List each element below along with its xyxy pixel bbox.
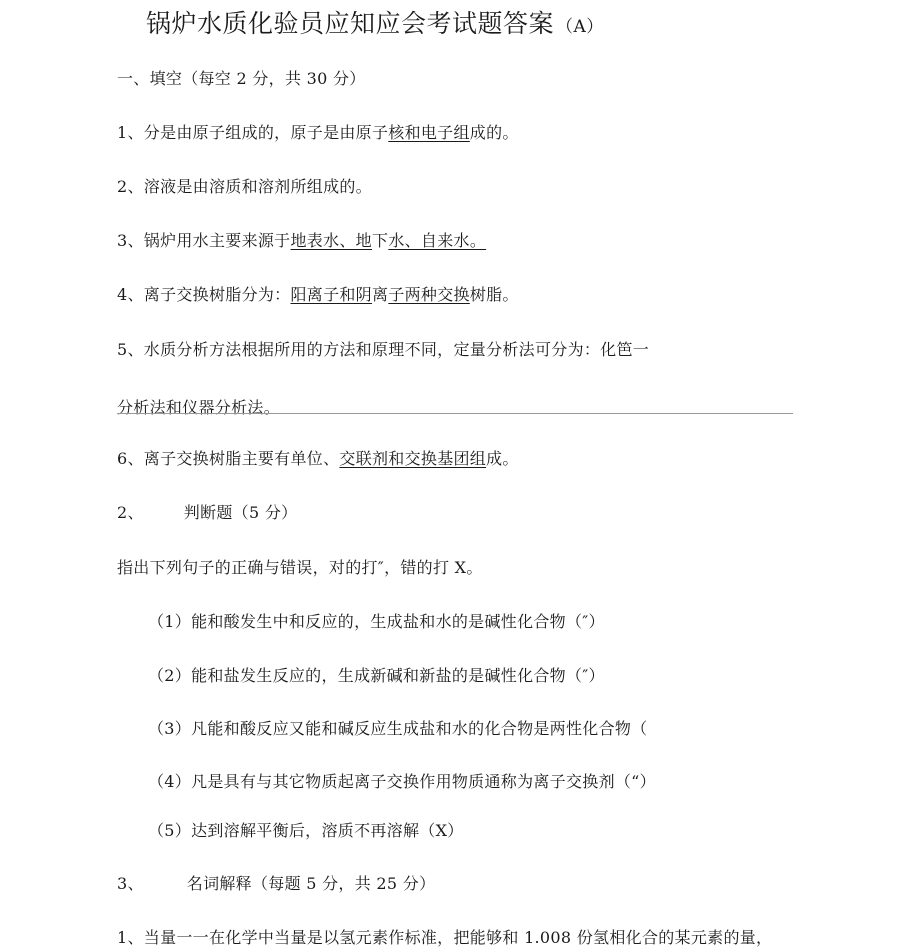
q6-text-a: 6、离子交换树脂主要有单位、 [117, 449, 340, 468]
fill-question-2: 2、溶液是由溶质和溶剂所组成的。 [117, 177, 372, 196]
q1-text-a: 1、分是由原子组成的，原子是由原子 [117, 123, 389, 142]
section2-instruction: 指出下列句子的正确与错误，对的打″，错的打 X。 [117, 558, 483, 577]
section1-heading: 一、填空（每空 2 分，共 30 分） [117, 69, 366, 88]
fill-question-5-continued: 分析法和仪器分析法。 [117, 398, 281, 417]
title-main: 锅炉水质化验员应知应会考试题答案 [146, 9, 555, 38]
section2-number: 2、 [117, 503, 144, 522]
fill-question-1 [117, 120, 519, 143]
judge-item-1: （1）能和酸发生中和反应的，生成盐和水的是碱性化合物（″） [148, 612, 605, 631]
answer-underline-rule [117, 413, 793, 414]
q4-answer-1: 阳离子和阴 [290, 285, 372, 304]
section2-title: 判断题（5 分） [183, 503, 298, 522]
judge-item-3: （3）凡能和酸反应又能和碱反应生成盐和水的化合物是两性化合物（ [148, 719, 648, 738]
q3-text-c: 下 [372, 231, 389, 250]
fill-question-6 [117, 446, 519, 469]
q3-text-a: 3、锅炉用水主要来源于 [117, 231, 291, 250]
judge-item-5: （5）达到溶解平衡后，溶质不再溶解（X） [148, 821, 464, 840]
document-title [146, 4, 604, 40]
q3-answer-2: 水、自来水。 [388, 231, 487, 250]
fill-question-4 [117, 282, 519, 305]
q1-answer: 核和电子组 [388, 123, 470, 142]
judge-item-4: （4）凡是具有与其它物质起离子交换作用物质通称为离子交换剂（“） [148, 772, 656, 791]
section3-number: 3、 [117, 874, 144, 893]
q4-text-c: 离 [372, 285, 389, 304]
fill-question-5: 5、水质分析方法根据所用的方法和原理不同，定量分析法可分为：化笆一 [117, 340, 650, 359]
section3-heading [117, 871, 435, 894]
q6-text-c: 成。 [486, 449, 519, 468]
q4-answer-2: 子两种交换 [388, 285, 470, 304]
judge-item-2: （2）能和盐发生反应的，生成新碱和新盐的是碱性化合物（″） [148, 666, 605, 685]
q4-text-e: 树脂。 [469, 285, 519, 304]
fill-question-3 [117, 228, 486, 251]
q6-answer: 交联剂和交换基团组 [339, 449, 487, 468]
section3-title: 名词解释（每题 5 分，共 25 分） [186, 874, 436, 893]
title-suffix: （A） [556, 17, 604, 37]
definition-question-1: 1、当量一一在化学中当量是以氢元素作标准，把能够和 1.008 份氢相化合的某元素的量， [117, 928, 773, 947]
section2-heading [117, 500, 297, 523]
q4-text-a: 4、离子交换树脂分为： [117, 285, 291, 304]
q1-text-c: 成的。 [469, 123, 519, 142]
q3-answer-1: 地表水、地 [290, 231, 372, 250]
